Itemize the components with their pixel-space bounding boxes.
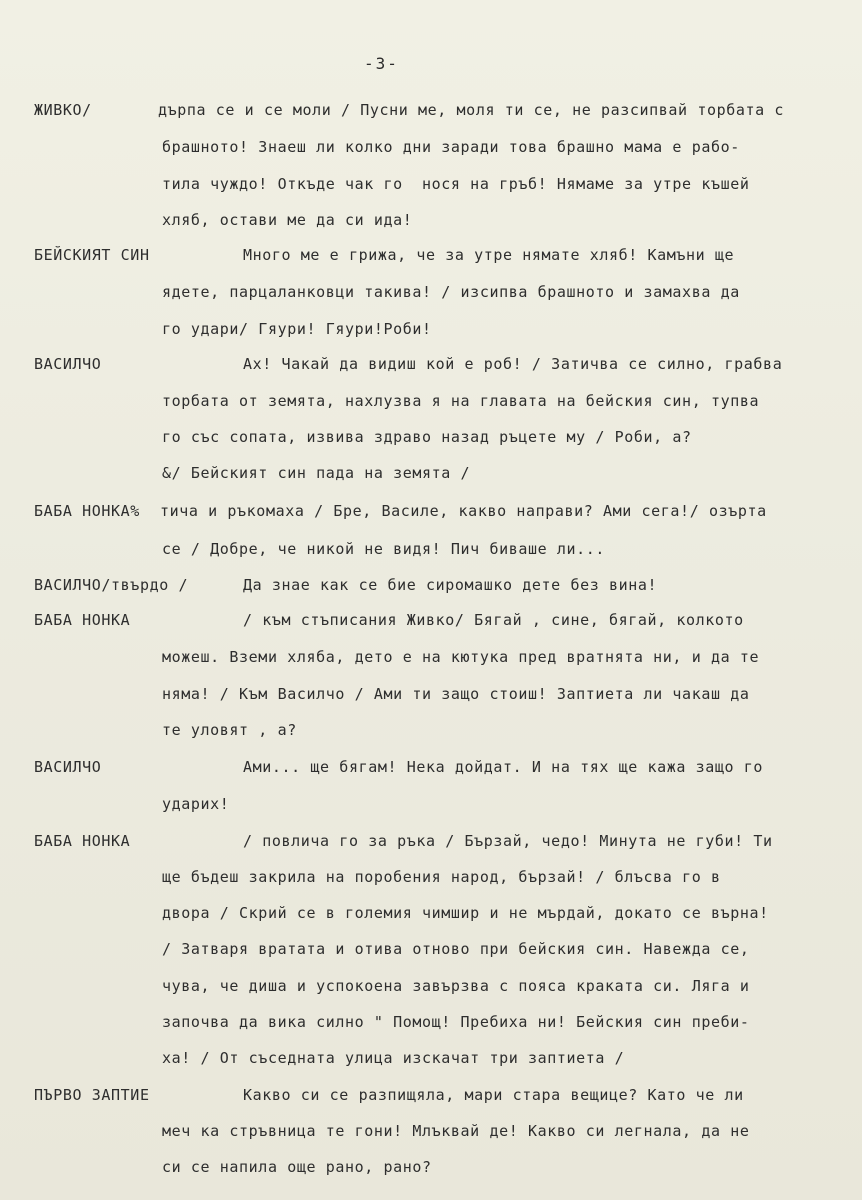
dialogue-line: те уловят , а? [162,721,297,739]
dialogue-line: го удари/ Гяури! Гяури!Роби! [162,320,432,338]
dialogue-line: се / Добре, че никой не видя! Пич биваше ли... [162,540,606,558]
dialogue-line: &/ Бейският син пада на земята / [162,464,471,482]
speaker-name: БАБА НОНКА [34,832,131,850]
speaker-name: ВАСИЛЧО/твърдо / [34,576,189,594]
dialogue-line: ха! / От съседната улица изскачат три заптиета / [162,1049,625,1067]
dialogue-line: Какво си се разпищяла, мари стара вещице? Като че ли [243,1086,744,1104]
dialogue-line: Ами... ще бягам! Нека дойдат. И на тях ще кажа защо го [243,758,764,776]
speaker-name: БАБА НОНКА% [34,502,140,520]
speaker-name: БЕЙСКИЯТ СИН [34,246,150,264]
dialogue-line: няма! / Към Василчо / Ами ти защо стоиш! Заптиета ли чакаш да [162,685,750,703]
dialogue-line: ударих! [162,795,230,813]
speaker-name: ВАСИЛЧО [34,758,102,776]
dialogue-line: / към стъписания Живко/ Бягай , сине, бягай, колкото [243,611,744,629]
speaker-name: ПЪРВО ЗАПТИЕ [34,1086,150,1104]
speaker-name: БАБА НОНКА [34,611,131,629]
dialogue-line: ядете, парцаланковци такива! / изсипва брашното и замахва да [162,283,740,301]
dialogue-line: торбата от земята, нахлузва я на главата на бейския син, тупва [162,392,760,410]
dialogue-line: си се напила още рано, рано? [162,1158,432,1176]
speaker-name: ЖИВКО/ [34,101,92,119]
dialogue-line: тича и ръкомаха / Бре, Василе, какво направи? Ами сега!/ озърта [160,502,767,520]
dialogue-line: дърпа се и се моли / Пусни ме, моля ти се, не разсипвай торбата с [158,101,784,119]
page-number: -3- [364,54,399,73]
dialogue-line: брашното! Знаеш ли колко дни заради това брашно мама е рабо- [162,138,740,156]
dialogue-line: Ах! Чакай да видиш кой е роб! / Затичва се силно, грабва [243,355,783,373]
dialogue-line: тила чуждо! Откъде чак го нося на гръб! Нямаме за утре къшей [162,175,750,193]
dialogue-line: / Затваря вратата и отива отново при бейския син. Навежда се, [162,940,750,958]
dialogue-line: / повлича го за ръка / Бързай, чедо! Минута не губи! Ти [243,832,773,850]
dialogue-line: меч ка стръвница те гони! Млъквай де! Какво си легнала, да не [162,1122,750,1140]
dialogue-line: започва да вика силно " Помощ! Пребиха ни! Бейския син преби- [162,1013,750,1031]
dialogue-line: хляб, остави ме да си ида! [162,211,413,229]
dialogue-line: Много ме е грижа, че за утре нямате хляб! Камъни ще [243,246,735,264]
dialogue-line: двора / Скрий се в големия чимшир и не мърдай, докато се върна! [162,904,769,922]
dialogue-line: можеш. Вземи хляба, дето е на кютука пред вратнята ни, и да те [162,648,760,666]
dialogue-line: го със сопата, извива здраво назад ръцете му / Роби, а? [162,428,692,446]
speaker-name: ВАСИЛЧО [34,355,102,373]
dialogue-line: ще бъдеш закрила на поробения народ, бързай! / блъсва го в [162,868,721,886]
dialogue-line: чува, че диша и успокоена завързва с пояса краката си. Ляга и [162,977,750,995]
dialogue-line: Да знае как се бие сиромашко дете без вина! [243,576,658,594]
